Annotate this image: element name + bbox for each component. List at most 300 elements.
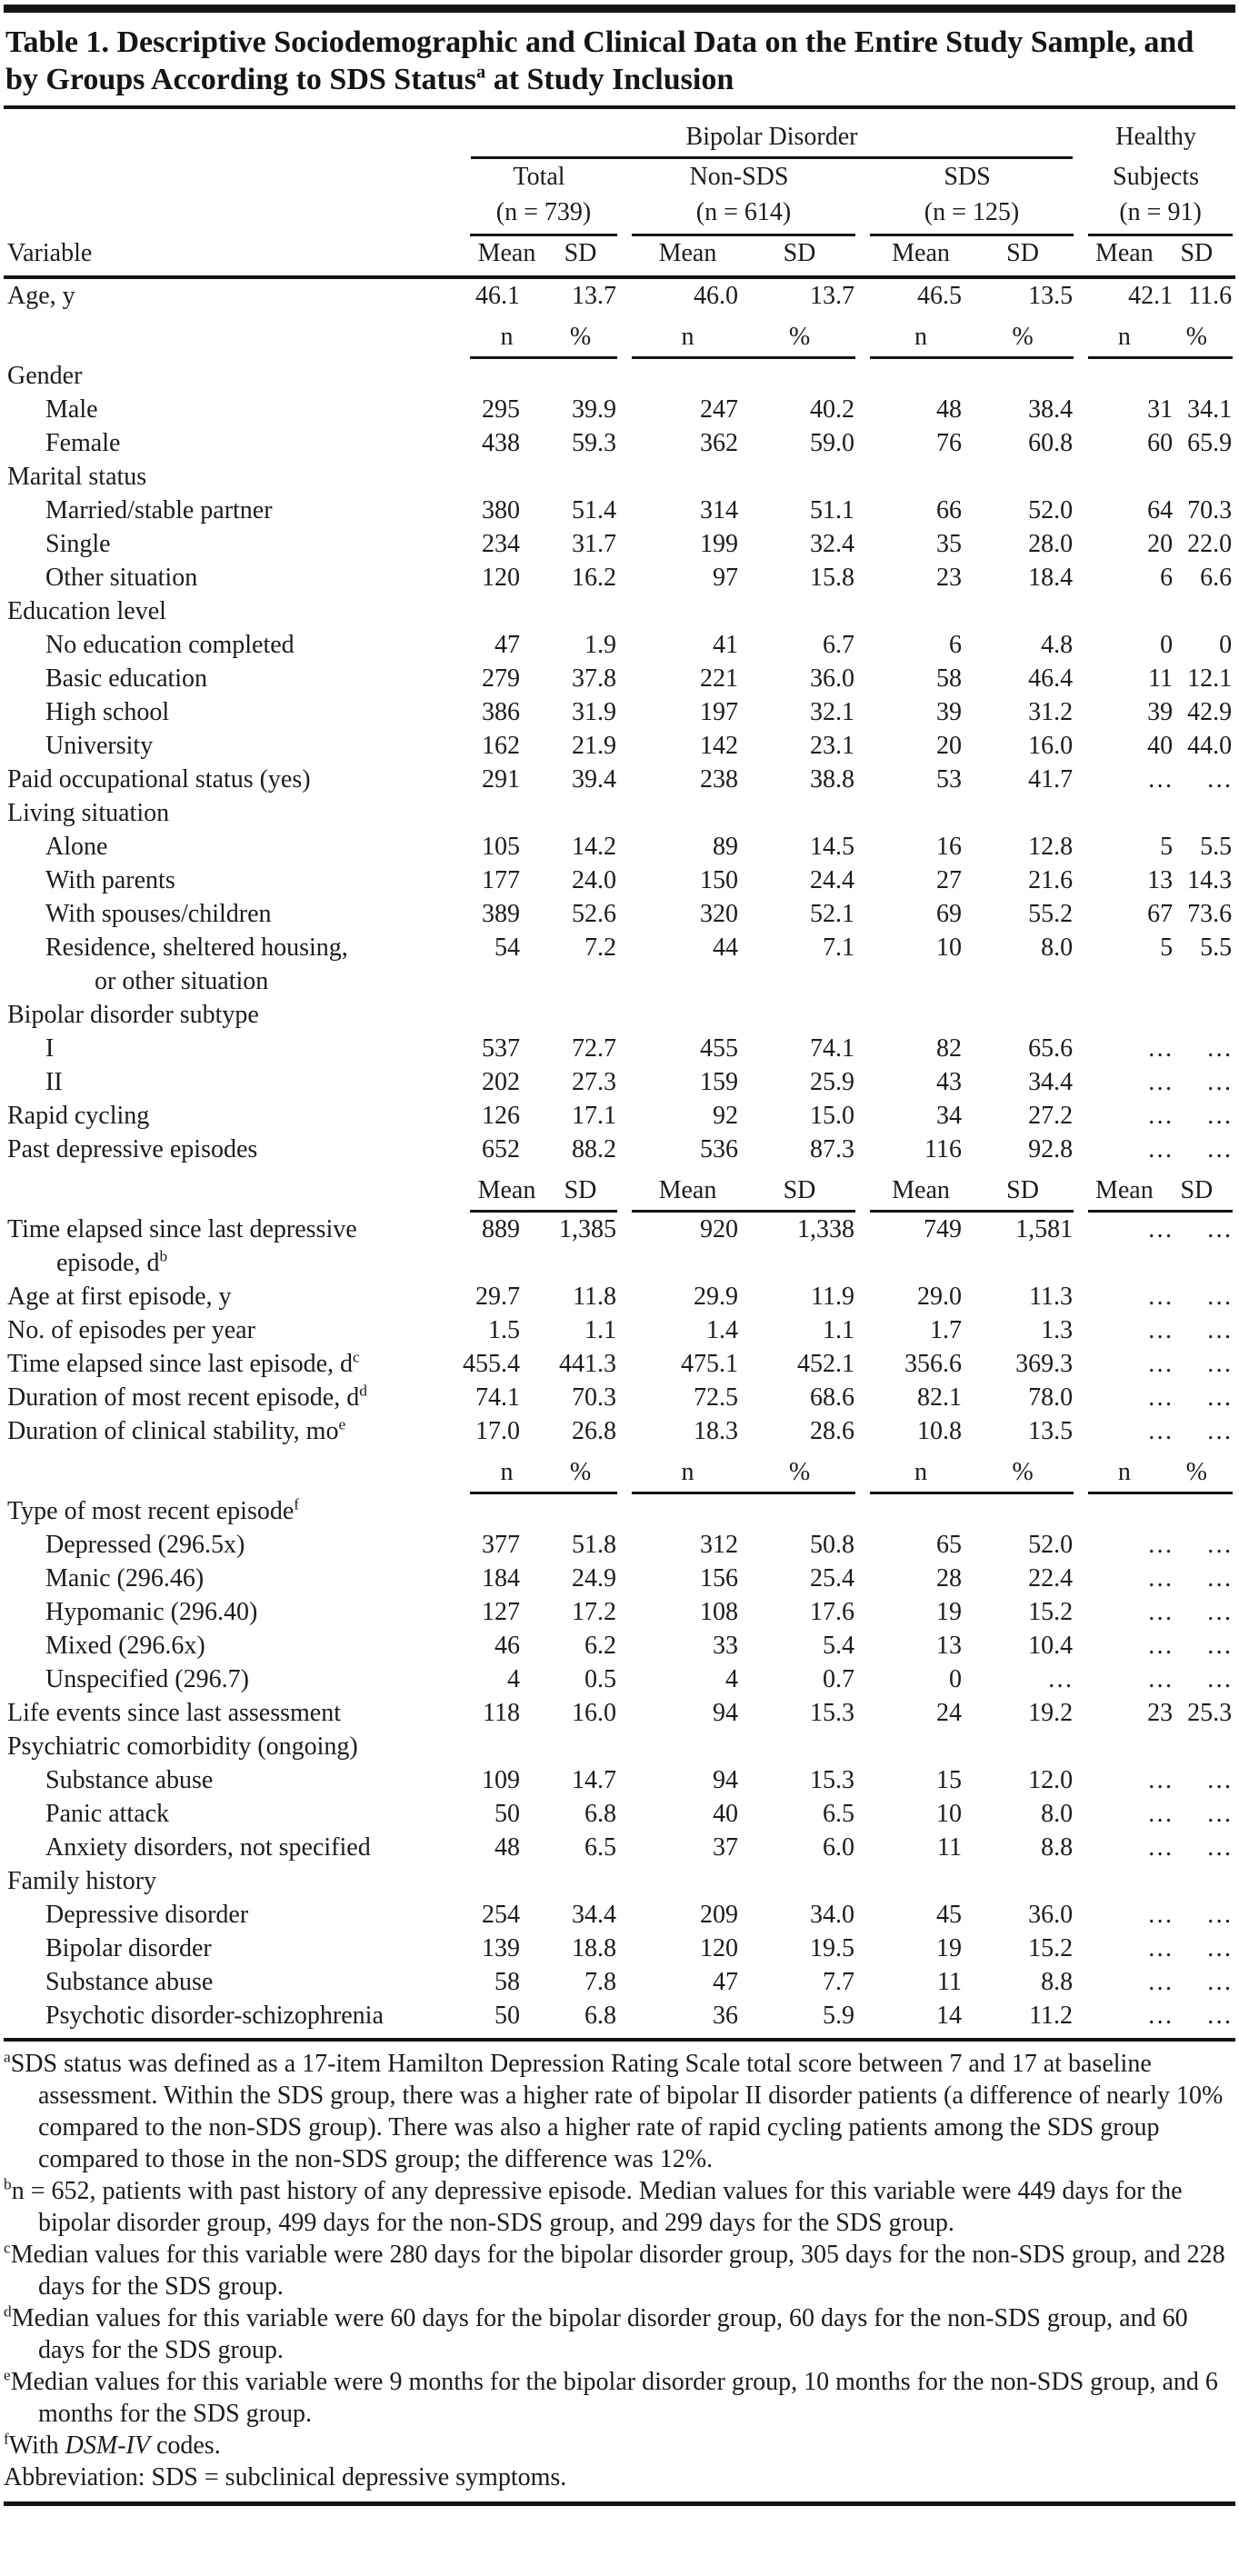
cell-value: 6.8 [585, 1800, 616, 1828]
row-label [4, 1696, 458, 1730]
row-label-line1: Depressive disorder [45, 1901, 249, 1929]
row-label-line1: Time elapsed since last episode, $d^c$ [7, 1348, 360, 1378]
row-label-line1: I [45, 1034, 55, 1063]
n-header: n [681, 323, 694, 351]
percent-header: % [788, 1458, 811, 1486]
cell-value: 74.1 [810, 1034, 854, 1063]
table-row [4, 1932, 1235, 1965]
cell-value: 320 [700, 900, 738, 928]
cell-value: 11.2 [1029, 2002, 1074, 2030]
footnote-text: n = 652, patients with past history of any depressive episode. Median values for this variable were 449 days for the bipolar disorder group, 499 days for the non-SDS group, and 299 days for the SDS group. [11, 2177, 1183, 2237]
cell-value: 14.3 [1187, 866, 1233, 894]
cell-value: 87.3 [810, 1135, 854, 1163]
cell-value: 16.2 [572, 564, 616, 592]
cell-value: 6 [949, 631, 962, 659]
row-label-line1: Panic attack [45, 1800, 170, 1828]
cell-value: 6 [1160, 564, 1174, 592]
row-label-line1: Female [45, 429, 121, 457]
column-header-pair [870, 321, 1074, 359]
table-row [4, 1595, 1235, 1629]
cell-value: 8.8 [1041, 1833, 1074, 1862]
cell-value: 24.9 [572, 1564, 616, 1593]
cell-value: 5.9 [823, 2002, 854, 2030]
percent-header: % [569, 323, 592, 351]
cell-value: 438 [482, 429, 520, 457]
row-label [4, 1414, 458, 1448]
table-row [4, 494, 1235, 527]
cell-value: 389 [482, 900, 520, 928]
cell-value: 58 [495, 1968, 520, 1996]
cell-value: 60.8 [1028, 429, 1074, 457]
sd-header: SD [1006, 239, 1039, 267]
mean-header: Mean [658, 239, 717, 267]
cell-value: 27.3 [572, 1068, 616, 1096]
cell-value: 23 [936, 564, 962, 592]
mean-header: Mean [477, 239, 536, 267]
cell-value: 11 [1148, 664, 1174, 693]
row-label-line1: Duration of clinical stability, $mo^e$ [7, 1415, 346, 1445]
table-row [4, 1662, 1235, 1696]
cell-value: 295 [482, 395, 520, 424]
cell-value: 24.4 [810, 866, 854, 894]
row-label [4, 1763, 458, 1797]
group-nonsds-n-cell [620, 195, 858, 236]
cell-value: 44.0 [1187, 732, 1233, 760]
cell-value: 58 [936, 664, 962, 693]
cell-value: 14 [936, 2002, 962, 2030]
cell-value: 312 [700, 1531, 738, 1559]
cell-value: 21.9 [572, 732, 616, 760]
sd-header: SD [1180, 239, 1214, 267]
cell-value: 0 [1219, 631, 1233, 659]
cell-value: … [1206, 1215, 1233, 1243]
variable-column-header: Variable [4, 236, 458, 277]
top-rule [4, 5, 1235, 13]
healthy-n: (n = 91) [1119, 198, 1202, 226]
cell-value: … [1147, 1766, 1174, 1794]
cell-value: 67 [1147, 900, 1174, 928]
cell-value: 7.8 [585, 1968, 616, 1996]
table-row [4, 1099, 1235, 1133]
cell-value: 68.6 [810, 1383, 854, 1412]
cell-value: 14.7 [572, 1766, 616, 1794]
cell-value: 15 [936, 1766, 962, 1794]
cell-value: 29.7 [475, 1283, 520, 1311]
bipolar-disorder-header: Bipolar Disorder [471, 122, 1073, 159]
cell-value: 920 [700, 1215, 738, 1243]
cell-value: 19.2 [1028, 1699, 1074, 1727]
cell-value: … [1206, 1766, 1233, 1794]
cell-value: 37.8 [572, 664, 616, 693]
cell-value: 47 [495, 631, 520, 659]
group-sds-n-cell [858, 195, 1076, 236]
row-label [4, 1099, 458, 1133]
footnote-text: Median values for this variable were 9 months for the bipolar disorder group, 10 months for the non-SDS group, and 6 months for the SDS group. [10, 2368, 1218, 2428]
cell-value: 254 [482, 1901, 520, 1929]
cell-value: 34.4 [572, 1901, 616, 1929]
row-label-line1: With spouses/children [45, 900, 272, 928]
cell-value: 11 [937, 1833, 962, 1862]
cell-value: 48 [495, 1833, 520, 1862]
cell-value: 4 [725, 1665, 738, 1693]
cell-value: 0.5 [585, 1665, 616, 1693]
row-label-line1: Mixed (296.6x) [45, 1632, 205, 1660]
cell-value: 238 [700, 765, 738, 794]
cell-value: 455.4 [463, 1350, 520, 1378]
section-label: Gender [7, 362, 83, 390]
cell-value: 159 [700, 1068, 738, 1096]
table-row [4, 1696, 1235, 1730]
cell-value: 92 [713, 1102, 738, 1130]
stat-header-row [4, 236, 1235, 277]
row-label-line1: Age at first episode, y [7, 1283, 232, 1311]
cell-value: 221 [700, 664, 738, 693]
section-row [4, 1494, 1235, 1528]
footnote-text: codes. [149, 2431, 221, 2460]
cell-value: 31.2 [1028, 698, 1074, 726]
n-header: n [1117, 323, 1131, 351]
cell-value: 18.3 [694, 1417, 738, 1445]
cell-value: 18.8 [572, 1934, 616, 1962]
sd-header: SD [783, 1176, 816, 1204]
cell-value: … [1147, 1665, 1174, 1693]
header-spacer [4, 313, 458, 359]
table-row [4, 1065, 1235, 1099]
table-row [4, 1965, 1235, 1999]
footnote-marker: c [4, 2239, 11, 2257]
cell-value: 197 [700, 698, 738, 726]
mean-header: Mean [477, 1176, 536, 1204]
footnotes [4, 2042, 1235, 2499]
row-label-line1: Rapid cycling [7, 1102, 150, 1130]
cell-value: 12.1 [1187, 664, 1233, 693]
cell-value: 184 [482, 1564, 520, 1593]
row-label-line1: Time elapsed since last depressive [7, 1215, 357, 1243]
row-label [4, 561, 458, 594]
cell-value: … [1147, 1417, 1174, 1445]
cell-value: … [1206, 1564, 1233, 1593]
footnote-text: SDS status was defined as a 17-item Hamilton Depression Rating Scale total score between 7 and 17 at baseline assessment. Within the SDS group, there was a higher rate of bipolar II disorder patients (a difference of nearly 10% compared to the non-SDS group). There was also a higher rate of rapid cycling patients among the SDS group compared to those in the non-SDS group; the difference was 12%. [10, 2050, 1224, 2173]
cell-value: 97 [713, 564, 738, 592]
table-row [4, 729, 1235, 763]
cell-value: … [1206, 1102, 1233, 1130]
cell-value: 1,581 [1015, 1215, 1074, 1243]
footnote [4, 2461, 1235, 2493]
cell-value: 7.2 [585, 934, 616, 962]
cell-value: 53 [936, 765, 962, 794]
column-header-pair [1088, 321, 1233, 359]
cell-value: 33 [713, 1632, 738, 1660]
footnote [4, 2175, 1235, 2239]
cell-value: 25.9 [810, 1068, 854, 1096]
cell-value: … [1206, 1934, 1233, 1962]
cell-value: 29.9 [694, 1283, 738, 1311]
cell-value: 82.1 [917, 1383, 962, 1412]
cell-value: 12.0 [1028, 1766, 1074, 1794]
table-row [4, 864, 1235, 897]
n-header: n [1117, 1458, 1131, 1486]
cell-value: 65.6 [1028, 1034, 1074, 1063]
cell-value: 40.2 [810, 395, 854, 424]
row-label-line1: Alone [45, 833, 108, 861]
cell-value: 1,385 [559, 1215, 616, 1243]
cell-value: 94 [713, 1766, 738, 1794]
column-header-cell [620, 313, 858, 359]
cell-value: 11.6 [1188, 282, 1233, 310]
row-label [4, 864, 458, 897]
cell-value: 52.6 [572, 900, 616, 928]
column-header-cell [1076, 1448, 1235, 1494]
cell-value: 50 [495, 2002, 520, 2030]
cell-value: 5.4 [823, 1632, 854, 1660]
cell-value: 362 [700, 429, 738, 457]
cell-value: 17.0 [475, 1417, 520, 1445]
cell-value: 14.2 [572, 833, 616, 861]
cell-value: 39.9 [572, 395, 616, 424]
cell-value: … [1147, 1968, 1174, 1996]
footnote-marker: b [4, 2175, 12, 2193]
cell-value: 17.1 [572, 1102, 616, 1130]
row-label-line2: episode, $d^b$ [56, 1247, 168, 1277]
cell-value: … [1206, 1316, 1233, 1344]
column-header-pair [632, 1456, 855, 1494]
column-header-cell [620, 1448, 858, 1494]
cell-value: 0 [949, 1665, 962, 1693]
page-title [5, 24, 1234, 98]
column-header-pair [470, 1456, 617, 1494]
group-nonsds-n: (n = 614) [695, 198, 792, 226]
sd-header: SD [1006, 1176, 1039, 1204]
mean-header: Mean [1094, 239, 1154, 267]
section-label: Living situation [7, 799, 170, 827]
row-label [4, 897, 458, 931]
row-label-line1: Anxiety disorders, not specified [45, 1833, 371, 1862]
row-label [4, 1381, 458, 1414]
stat-header-cell [858, 236, 1076, 277]
column-header-pair [632, 1174, 855, 1213]
row-label-line1: Single [45, 530, 111, 558]
cell-value: … [1147, 1934, 1174, 1962]
group-total-n: (n = 739) [495, 198, 592, 226]
cell-value: 247 [700, 395, 738, 424]
row-label [4, 1280, 458, 1313]
cell-value: 13.5 [1028, 1417, 1074, 1445]
row-label-line1: Other situation [45, 564, 198, 592]
cell-value: 39 [936, 698, 962, 726]
cell-value: 455 [700, 1034, 738, 1063]
cell-value: … [1206, 1350, 1233, 1378]
column-header-cell [458, 313, 620, 359]
cell-value: 19 [936, 1934, 962, 1962]
cell-value: 386 [482, 698, 520, 726]
cell-value: 4.8 [1041, 631, 1074, 659]
n-header: n [500, 1458, 514, 1486]
cell-value: 41.7 [1028, 765, 1074, 794]
cell-value: 20 [936, 732, 962, 760]
cell-value: 15.2 [1028, 1934, 1074, 1962]
row-label [4, 628, 458, 662]
row-label [4, 1562, 458, 1595]
cell-value: … [1147, 1598, 1174, 1626]
cell-value: 39 [1147, 698, 1174, 726]
cell-value: 35 [936, 530, 962, 558]
cell-value: 1.7 [930, 1316, 962, 1344]
column-header-cell [620, 1166, 858, 1213]
table-row [4, 1898, 1235, 1932]
row-label [4, 662, 458, 695]
table-row [4, 277, 1235, 313]
cell-value: 24 [936, 1699, 962, 1727]
footnote [4, 2239, 1235, 2302]
bottom-rule [4, 2501, 1235, 2506]
cell-value: 16.0 [572, 1699, 616, 1727]
cell-value: 18.4 [1028, 564, 1074, 592]
column-header-pair [470, 321, 617, 359]
table-row [4, 695, 1235, 729]
column-header-pair [870, 1174, 1074, 1213]
group-header-row [4, 109, 1235, 159]
sd-header: SD [1180, 1176, 1214, 1204]
cell-value: 6.7 [823, 631, 854, 659]
table-row [4, 662, 1235, 695]
row-label [4, 931, 458, 998]
n-header: n [914, 323, 928, 351]
row-label [4, 1065, 458, 1099]
cell-value: 120 [700, 1934, 738, 1962]
cell-value: … [1206, 1283, 1233, 1311]
cell-value: 1.1 [585, 1316, 616, 1344]
cell-value: 46 [495, 1632, 520, 1660]
cell-value: … [1047, 1665, 1074, 1693]
percent-header: % [788, 323, 811, 351]
row-label [4, 1831, 458, 1864]
cell-value: 8.0 [1041, 1800, 1074, 1828]
cell-value: 16 [936, 833, 962, 861]
cell-value: 34 [936, 1102, 962, 1130]
cell-value: 0.7 [823, 1665, 854, 1693]
footnote-text: Median values for this variable were 280 days for the bipolar disorder group, 305 days for the non-SDS group, and 228 days for the SDS group. [10, 2241, 1225, 2301]
footnote [4, 2302, 1235, 2366]
cell-value: 65.9 [1187, 429, 1233, 457]
column-header-row [4, 1166, 1235, 1213]
cell-value: … [1147, 1215, 1174, 1243]
table-row [4, 1831, 1235, 1864]
footnote-text: Abbreviation: SDS = subclinical depressive symptoms. [4, 2463, 567, 2491]
footnote-text: DSM-IV [65, 2431, 150, 2460]
cell-value: … [1206, 1068, 1233, 1096]
footnote-text: With [8, 2431, 65, 2460]
row-label-line1: Duration of most recent episode, $d^d$ [7, 1382, 367, 1412]
table-header [4, 109, 1235, 277]
cell-value: 11.9 [811, 1283, 854, 1311]
cell-value: 89 [713, 833, 738, 861]
cell-value: 41 [713, 631, 738, 659]
footnote-marker: a [4, 2048, 11, 2066]
cell-value: 40 [713, 1800, 738, 1828]
footnote [4, 2430, 1235, 2461]
table-row [4, 897, 1235, 931]
cell-value: 209 [700, 1901, 738, 1929]
cell-value: … [1206, 1383, 1233, 1412]
section-label: Type of most recent episode$^f$ [7, 1495, 300, 1525]
table-row [4, 1032, 1235, 1065]
row-label-line1: Depressed (296.5x) [45, 1531, 245, 1559]
section-label: Education level [7, 597, 166, 625]
cell-value: 27.2 [1028, 1102, 1074, 1130]
cell-value: 162 [482, 732, 520, 760]
group-sds-n: (n = 125) [924, 198, 1020, 226]
sample-size-row [4, 195, 1235, 236]
cell-value: 37 [713, 1833, 738, 1862]
row-label-line1: High school [45, 698, 170, 726]
row-label-line1: Life events since last assessment [7, 1699, 342, 1727]
cell-value: 74.1 [475, 1383, 520, 1412]
cell-value: 8.0 [1041, 934, 1074, 962]
column-header-cell [858, 1166, 1076, 1213]
row-label [4, 277, 458, 313]
row-label-line1: Paid occupational status (yes) [7, 765, 311, 794]
cell-value: 369.3 [1015, 1350, 1074, 1378]
cell-value: … [1147, 1034, 1174, 1063]
cell-value: 78.0 [1028, 1383, 1074, 1412]
row-label [4, 494, 458, 527]
cell-value: … [1206, 1632, 1233, 1660]
column-header-pair [470, 1174, 617, 1213]
cell-value: 6.5 [585, 1833, 616, 1862]
cell-value: 70.3 [572, 1383, 616, 1412]
row-label [4, 1032, 458, 1065]
cell-value: 13 [1147, 866, 1174, 894]
footnote-marker: f [4, 2430, 9, 2448]
n-header: n [500, 323, 514, 351]
cell-value: 452.1 [797, 1350, 854, 1378]
cell-value: 40 [1147, 732, 1174, 760]
column-header-cell [1076, 313, 1235, 359]
cell-value: 15.2 [1028, 1598, 1074, 1626]
section-row [4, 998, 1235, 1032]
cell-value: 177 [482, 866, 520, 894]
table-row [4, 1797, 1235, 1831]
cell-value: 88.2 [572, 1135, 616, 1163]
cell-value: 749 [924, 1215, 962, 1243]
row-label-line1: Basic education [45, 664, 208, 693]
cell-value: 32.1 [810, 698, 854, 726]
percent-header: % [569, 1458, 592, 1486]
header-spacer [4, 1448, 458, 1494]
row-label-line1: Substance abuse [45, 1968, 214, 1996]
healthy-header-line1: Healthy [1115, 123, 1196, 151]
cell-value: 36 [713, 2002, 738, 2030]
row-label [4, 695, 458, 729]
cell-value: 14.5 [810, 833, 854, 861]
cell-value: … [1147, 1068, 1174, 1096]
row-label [4, 763, 458, 796]
cell-value: 8.8 [1041, 1968, 1074, 1996]
footnote-text: Median values for this variable were 60 days for the bipolar disorder group, 60 days for the non-SDS group, and 60 days for the SDS group. [11, 2304, 1188, 2364]
cell-value: … [1206, 1968, 1233, 1996]
cell-value: … [1206, 765, 1233, 794]
cell-value: 139 [482, 1934, 520, 1962]
row-label-line1: No. of episodes per year [7, 1316, 255, 1344]
cell-value: … [1147, 1564, 1174, 1593]
cell-value: … [1147, 2002, 1174, 2030]
cell-value: 142 [700, 732, 738, 760]
mean-header: Mean [892, 1176, 950, 1204]
footnote [4, 2048, 1235, 2175]
sd-header: SD [783, 239, 816, 267]
cell-value: 94 [713, 1699, 738, 1727]
cell-value: … [1147, 1135, 1174, 1163]
